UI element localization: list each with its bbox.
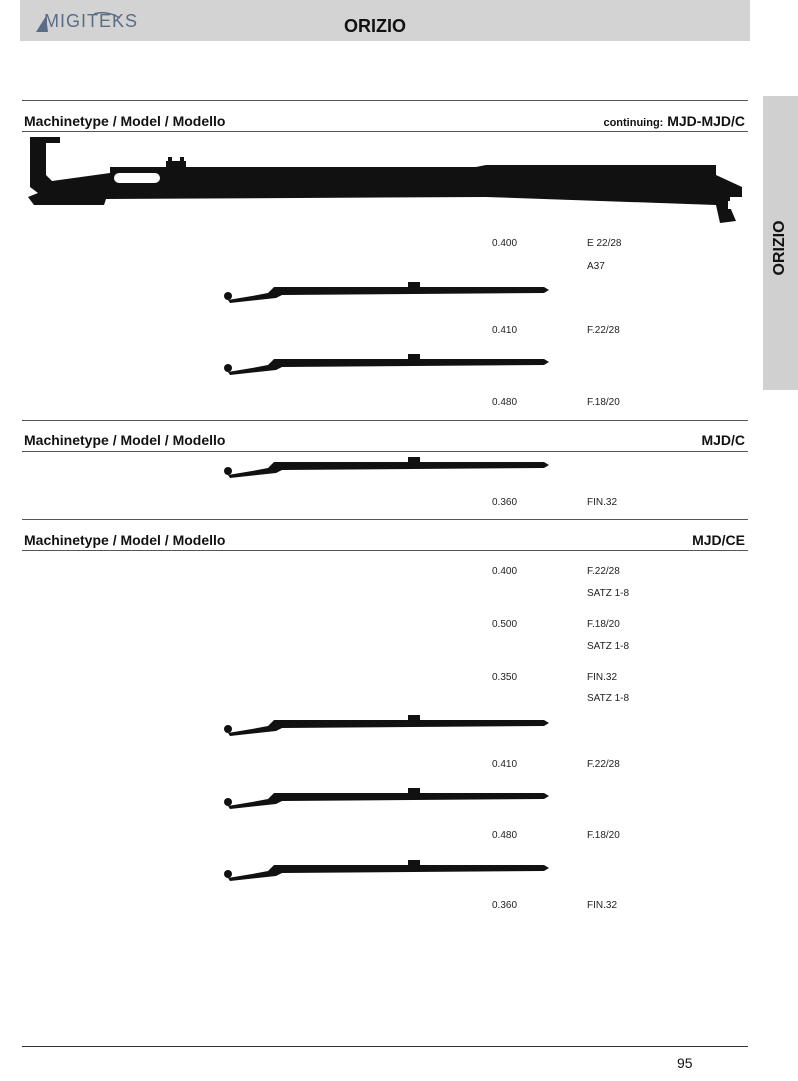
spec-value: F.22/28: [587, 759, 620, 770]
needle-drawing: [222, 859, 552, 881]
spec-value: SATZ 1-8: [587, 641, 630, 652]
side-tab-label: ORIZIO: [771, 220, 788, 276]
continuing-label: continuing:: [603, 117, 664, 129]
gauge-value: 0.410: [492, 759, 518, 770]
spec-value: A37: [587, 261, 605, 272]
brand-title: ORIZIO: [344, 16, 406, 36]
needle-drawing: [222, 353, 552, 375]
gauge-value: 0.500: [492, 619, 518, 630]
spec-value: FIN.32: [587, 900, 618, 911]
gauge-value: 0.410: [492, 325, 518, 336]
spec-value: F.18/20: [587, 397, 620, 408]
section-rule: [22, 451, 748, 452]
page-number: 95: [677, 1055, 693, 1071]
spec-value: FIN.32: [587, 497, 618, 508]
section-rule: [22, 519, 748, 520]
section-title: Machinetype / Model / Modello: [24, 113, 226, 129]
spec-value: F.22/28: [587, 325, 620, 336]
model-name: MJD/C: [701, 432, 745, 448]
gauge-value: 0.350: [492, 672, 518, 683]
section-model: [603, 113, 745, 129]
section-rule: [22, 420, 748, 421]
section-title: Machinetype / Model / Modello: [24, 432, 226, 448]
model-name: MJD-MJD/C: [667, 113, 745, 129]
section-title: Machinetype / Model / Modello: [24, 532, 226, 548]
needle-drawing: [222, 456, 552, 478]
gauge-value: 0.360: [492, 497, 518, 508]
section-rule: [22, 131, 748, 132]
spec-value: SATZ 1-8: [587, 693, 630, 704]
gauge-value: 0.400: [492, 566, 518, 577]
model-name: MJD/CE: [692, 532, 745, 548]
gauge-value: 0.480: [492, 830, 518, 841]
section-rule: [22, 550, 748, 551]
spec-value: F.18/20: [587, 830, 620, 841]
spec-value: E 22/28: [587, 238, 622, 249]
needle-drawing: [222, 281, 552, 303]
needle-drawing-large: [26, 135, 750, 230]
needle-drawing: [222, 787, 552, 809]
gauge-value: 0.400: [492, 238, 518, 249]
gauge-value: 0.360: [492, 900, 518, 911]
spec-value: F.18/20: [587, 619, 620, 630]
footer-rule: [22, 1046, 748, 1047]
spec-value: F.22/28: [587, 566, 620, 577]
needle-drawing: [222, 714, 552, 736]
logo-text: MIGITEKS: [44, 11, 139, 31]
spec-value: SATZ 1-8: [587, 588, 630, 599]
spec-value: FIN.32: [587, 672, 618, 683]
gauge-value: 0.480: [492, 397, 518, 408]
section-rule: [22, 100, 748, 101]
